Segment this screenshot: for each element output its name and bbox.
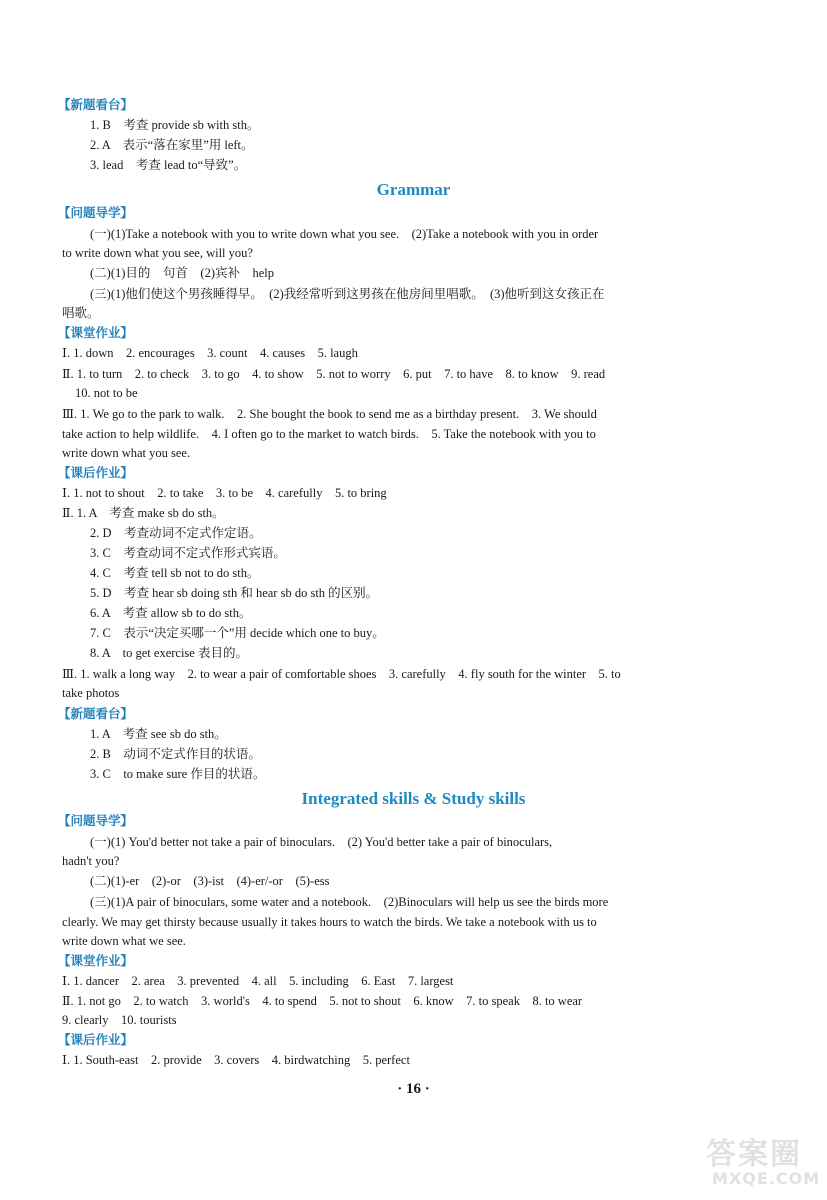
- answer-line: 3. lead 考查 lead to“导致”。: [90, 158, 247, 172]
- section-tag-homework: 【课后作业】: [58, 1032, 134, 1047]
- section-tag-new-questions: 【新题看台】: [58, 97, 134, 112]
- section-tag-classwork: 【课堂作业】: [58, 325, 134, 340]
- watermark-url: MXQE.COM: [712, 1169, 821, 1188]
- answer-line: (二)(1)目的 句首 (2)宾补 help: [90, 266, 274, 280]
- answer-line: 2. D 考查动词不定式作定语。: [90, 526, 262, 540]
- answer-line: (一)(1)Take a notebook with you to write down what you see. (2)Take a notebook with you in order: [90, 227, 599, 241]
- answer-line: 1. B 考查 provide sb with sth。: [90, 118, 260, 132]
- watermark-logo: [700, 1125, 820, 1195]
- answer-line: 7. C 表示“决定买哪一个”用 decide which one to buy。: [90, 626, 385, 640]
- answer-line: 10. not to be: [75, 386, 138, 400]
- watermark-characters: 答案圈: [706, 1137, 802, 1172]
- answer-line: 唱歌。: [62, 306, 100, 320]
- answer-line: (二)(1)-er (2)-or (3)-ist (4)-er/-or (5)-ess: [90, 874, 330, 888]
- answer-line: write down what we see.: [62, 934, 186, 948]
- answer-line: 9. clearly 10. tourists: [62, 1013, 177, 1027]
- answer-line: 1. A 考查 see sb do sth。: [90, 727, 227, 741]
- answer-line: (三)(1)他们使这个男孩睡得早。 (2)我经常听到这男孩在他房间里唱歌。 (3)他听到这女孩正在: [90, 287, 605, 301]
- answer-line: Ⅰ. 1. dancer 2. area 3. prevented 4. all 5. including 6. East 7. largest: [62, 974, 454, 988]
- answer-line: take photos: [62, 686, 120, 700]
- answer-line: 8. A to get exercise 表目的。: [90, 646, 248, 660]
- section-heading-grammar: Grammar: [376, 180, 451, 199]
- section-heading-integrated-skills: Integrated skills & Study skills: [301, 789, 526, 808]
- answer-line: 2. B 动词不定式作目的状语。: [90, 747, 261, 761]
- answer-line: 3. C 考查动词不定式作形式宾语。: [90, 546, 286, 560]
- answer-line: 3. C to make sure 作目的状语。: [90, 767, 266, 781]
- answer-line: Ⅰ. 1. down 2. encourages 3. count 4. causes 5. laugh: [62, 346, 358, 360]
- page-number: · 16 ·: [397, 1081, 430, 1097]
- answer-line: (一)(1) You'd better not take a pair of binoculars. (2) You'd better take a pair of binoculars,: [90, 835, 553, 849]
- answer-line: clearly. We may get thirsty because usually it takes hours to watch the birds. We take a notebook with us to: [62, 915, 597, 929]
- section-tag-guided-questions: 【问题导学】: [58, 813, 134, 828]
- answer-line: Ⅰ. 1. not to shout 2. to take 3. to be 4. carefully 5. to bring: [62, 486, 387, 500]
- section-tag-classwork: 【课堂作业】: [58, 953, 134, 968]
- section-tag-homework: 【课后作业】: [58, 465, 134, 480]
- answer-line: Ⅰ. 1. South-east 2. provide 3. covers 4. birdwatching 5. perfect: [62, 1053, 410, 1067]
- answer-line: 5. D 考查 hear sb doing sth 和 hear sb do sth 的区别。: [90, 586, 379, 600]
- answer-line: Ⅱ. 1. not go 2. to watch 3. world's 4. to spend 5. not to shout 6. know 7. to speak 8. to wear: [62, 994, 583, 1008]
- answer-line: Ⅱ. 1. to turn 2. to check 3. to go 4. to show 5. not to worry 6. put 7. to have 8. to know 9. read: [62, 367, 606, 381]
- answer-line: take action to help wildlife. 4. I often go to the market to watch birds. 5. Take the notebook with you to: [62, 427, 596, 441]
- answer-line: 6. A 考查 allow sb to do sth。: [90, 606, 252, 620]
- answer-line: (三)(1)A pair of binoculars, some water and a notebook. (2)Binoculars will help us see the birds more: [90, 895, 609, 909]
- answer-line: hadn't you?: [62, 854, 120, 868]
- answer-line: write down what you see.: [62, 446, 191, 460]
- answer-line: 2. A 表示“落在家里”用 left。: [90, 138, 254, 152]
- section-tag-new-questions: 【新题看台】: [58, 706, 134, 721]
- answer-line: 4. C 考查 tell sb not to do sth。: [90, 566, 260, 580]
- answer-line: Ⅱ. 1. A 考查 make sb do sth。: [62, 506, 225, 520]
- section-tag-guided-questions: 【问题导学】: [58, 205, 134, 220]
- answer-line: to write down what you see, will you?: [62, 246, 253, 260]
- answer-line: Ⅲ. 1. We go to the park to walk. 2. She bought the book to send me as a birthday present. 3. We should: [62, 407, 597, 421]
- answer-line: Ⅲ. 1. walk a long way 2. to wear a pair of comfortable shoes 3. carefully 4. fly south for the winter 5. to: [62, 667, 621, 681]
